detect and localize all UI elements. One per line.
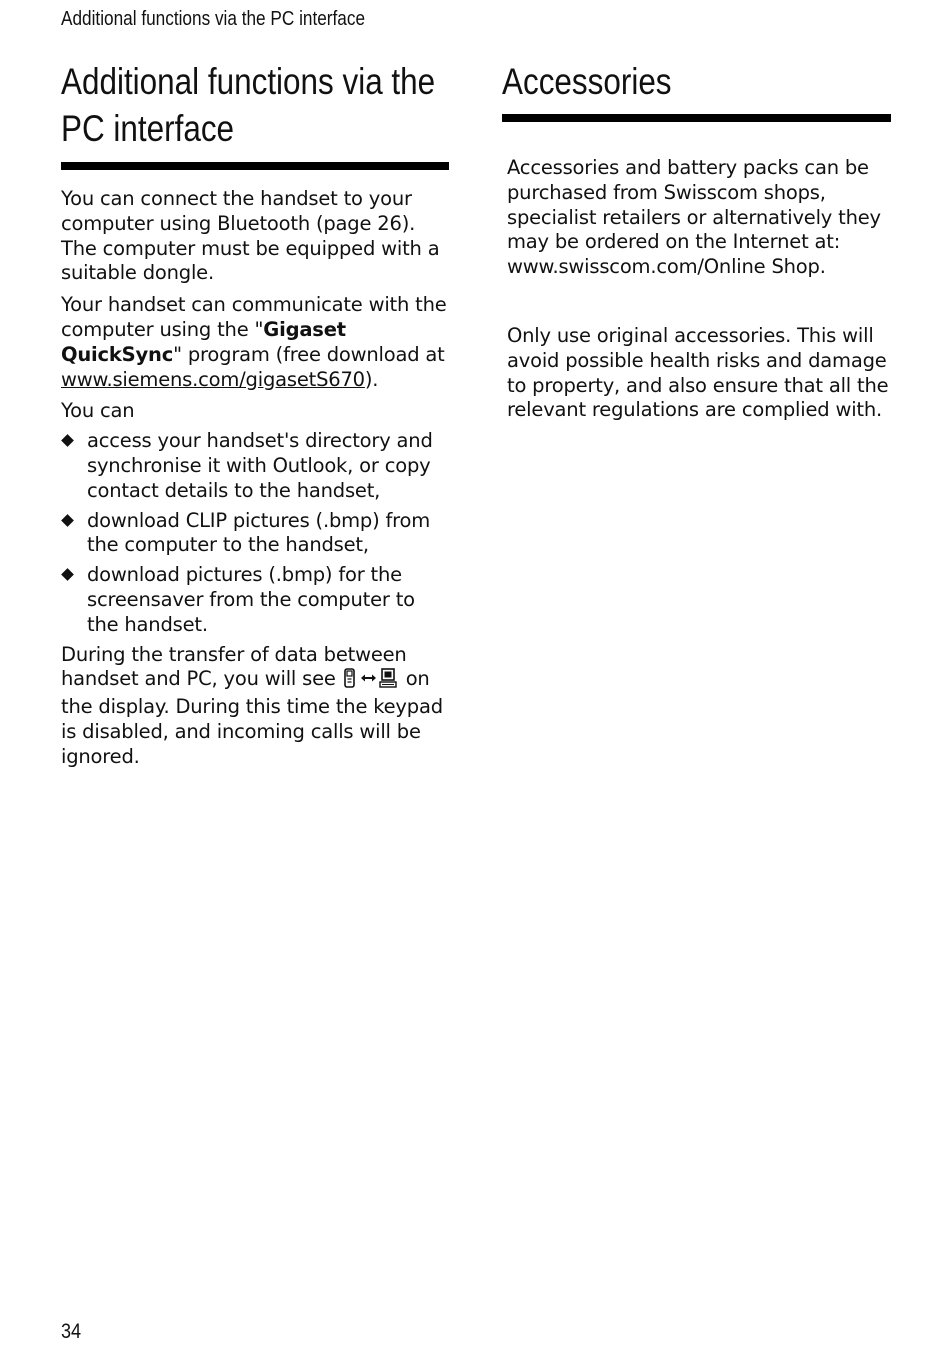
transfer-text-before: During the transfer of data between handset and PC, you will see <box>61 642 407 691</box>
transfer-text-after: on the display. During this time the keypad is disabled, and incoming calls will be ignored. <box>61 667 443 768</box>
list-item-text: access your handset's directory and synchronise it with Outlook, or copy contact details to the handset, <box>87 429 433 502</box>
list-item <box>61 429 449 503</box>
heading-rule <box>502 114 891 122</box>
handset-pc-transfer-icon <box>344 668 398 695</box>
quicksync-text-middle: " program (free download at <box>173 342 445 366</box>
list-item <box>61 509 449 559</box>
list-item <box>61 563 449 637</box>
accessories-purchase-paragraph: Accessories and battery packs can be purchased from Swisscom shops, specialist retailers or alternatively they may be ordered on the Internet at: www.swisscom.com/Online Shop. <box>507 156 881 279</box>
you-can-intro: You can <box>61 399 135 423</box>
list-item-text: download pictures (.bmp) for the screensaver from the computer to the handset. <box>87 563 415 636</box>
transfer-paragraph <box>61 643 449 770</box>
download-link[interactable]: www.siemens.com/gigasetS670 <box>61 367 365 391</box>
quicksync-text-before: Your handset can communicate with the computer using the " <box>61 293 447 341</box>
program-name: Gigaset QuickSync <box>61 317 346 366</box>
diamond-bullet-icon <box>61 514 74 527</box>
bluetooth-paragraph: You can connect the handset to your computer using Bluetooth (page 26). The computer must be equipped with a suitable dongle. <box>61 187 440 285</box>
left-column <box>61 58 449 770</box>
heading-rule <box>61 162 449 170</box>
diamond-bullet-icon <box>61 568 74 581</box>
quicksync-text-after: ). <box>364 367 379 391</box>
section-heading-accessories: Accessories <box>502 61 672 102</box>
section-heading-pc-interface: Additional functions via the PC interface <box>61 61 436 149</box>
page-number: 34 <box>61 1320 82 1343</box>
original-accessories-paragraph: Only use original accessories. This will avoid possible health risks and damage to property, and also ensure that all the relevant regulations are complied with. <box>507 323 889 422</box>
running-header: Additional functions via the PC interface <box>61 8 366 30</box>
quicksync-paragraph <box>61 293 449 392</box>
diamond-bullet-icon <box>61 434 74 447</box>
list-item-text: download CLIP pictures (.bmp) from the computer to the handset, <box>87 508 431 557</box>
right-column <box>502 58 891 423</box>
feature-list <box>61 429 449 637</box>
